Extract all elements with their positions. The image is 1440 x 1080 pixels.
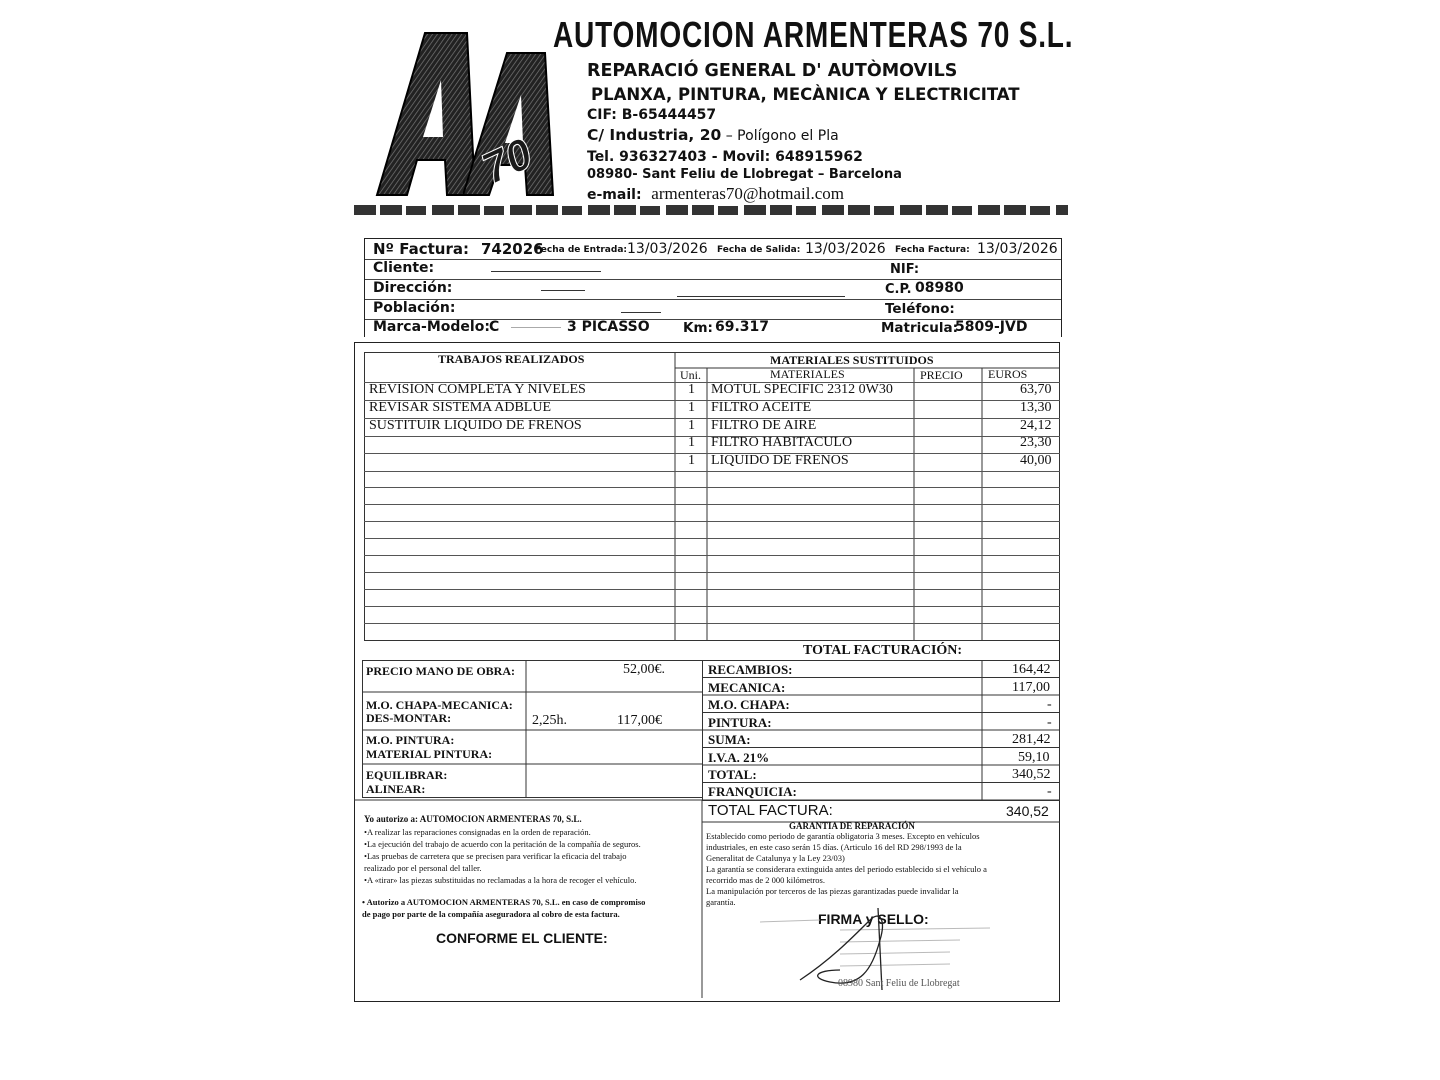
- warranty-text: [706, 831, 987, 908]
- warranty-line: Establecido como periodo de garantía obligatoria 3 meses. Excepto en vehículos: [706, 831, 980, 841]
- poblacion-label: Población:: [373, 300, 456, 316]
- telefono-label: Teléfono:: [885, 301, 955, 317]
- direccion-label: Dirección:: [373, 280, 453, 296]
- address-area: – Polígono el Pla: [721, 128, 839, 144]
- km-value: 69.317: [715, 319, 770, 335]
- work-item: REVISAR SISTEMA ADBLUE: [369, 400, 552, 415]
- mo-pintura-label: M.O. PINTURA:: [366, 733, 455, 747]
- work-item: REVISION COMPLETA Y NIVELES: [369, 382, 586, 397]
- col-uni: Uni.: [680, 368, 701, 382]
- email-address: armenteras70@hotmail.com: [651, 184, 844, 203]
- equilibrar-label: EQUILIBRAR:: [366, 768, 448, 782]
- company-stamp: [760, 900, 1020, 995]
- mo-chapa-hours: 2,25h.: [532, 713, 567, 728]
- material-euros: 24,12: [1020, 418, 1052, 433]
- header-servicios: PLANXA, PINTURA, MECÀNICA Y ELECTRICITAT: [591, 85, 1020, 104]
- total-value: 281,42: [1012, 732, 1051, 747]
- authorization-item: •A «tirar» las piezas substituidas no reclamadas a la hora de recoger el vehículo.: [364, 875, 637, 885]
- conforme-cliente: CONFORME EL CLIENTE:: [436, 930, 608, 946]
- authorization-compromiso: [362, 896, 645, 920]
- total-value: 117,00: [1012, 680, 1050, 695]
- total-label: MECANICA:: [708, 680, 786, 695]
- total-value: 59,10: [1018, 750, 1050, 765]
- authorization-items: [364, 826, 641, 886]
- marca-label: Marca-Modelo:: [373, 319, 490, 335]
- authorization-item: •La ejecución del trabajo de acuerdo con la peritación de la compañía de seguros.: [364, 839, 641, 849]
- alinear-label: ALINEAR:: [366, 782, 426, 796]
- material-name: FILTRO DE AIRE: [711, 418, 817, 433]
- autorizo-line: • Autorizo a AUTOMOCION ARMENTERAS 70, S.L. en caso de compromiso: [362, 897, 646, 907]
- authorization-title: Yo autorizo a: AUTOMOCION ARMENTERAS 70, S.L.: [364, 814, 582, 824]
- header-reparacio: REPARACIÓ GENERAL D' AUTÒMOVILS: [587, 61, 958, 81]
- fecha-salida-label: Fecha de Salida:: [717, 245, 801, 255]
- material-euros: 40,00: [1020, 453, 1052, 468]
- fecha-factura-label: Fecha Factura:: [895, 245, 970, 255]
- mo-chapa-value: 117,00€: [617, 713, 662, 728]
- precio-mano-label: PRECIO MANO DE OBRA:: [366, 664, 515, 678]
- warranty-line: garantía.: [706, 897, 736, 907]
- total-label: M.O. CHAPA:: [708, 697, 790, 712]
- warranty-line: industriales, en este caso serán 15 días. (Articulo 16 del RD 298/1993 de la: [706, 842, 962, 852]
- invoice-number-row: [365, 239, 1061, 260]
- marca-value-tail: 3 PICASSO: [567, 319, 650, 335]
- col-materiales: MATERIALES: [770, 367, 845, 381]
- warranty-title: GARANTIA DE REPARACIÓN: [789, 821, 915, 831]
- total-label: RECAMBIOS:: [708, 662, 793, 677]
- material-uni: 1: [688, 400, 695, 415]
- total-label: I.V.A. 21%: [708, 750, 770, 765]
- precio-mano-value: 52,00€.: [623, 662, 665, 677]
- total-value: -: [1047, 697, 1052, 712]
- cliente-row: [365, 259, 1061, 280]
- material-euros: 63,70: [1020, 382, 1052, 397]
- firma-sello: FIRMA y SELLO:: [818, 911, 929, 927]
- material-uni: 1: [688, 453, 695, 468]
- redacted-poblacion: [621, 312, 661, 313]
- redacted-direccion: [541, 290, 585, 291]
- warranty-line: La garantía se considerara extinguida antes del periodo establecido si el vehículo a: [706, 864, 987, 874]
- header-city: 08980- Sant Feliu de Llobregat – Barcelona: [587, 167, 902, 182]
- col-euros: EUROS: [988, 367, 1028, 381]
- svg-text:70: 70: [474, 128, 540, 194]
- material-uni: 1: [688, 435, 695, 450]
- company-name: AUTOMOCION ARMENTERAS 70 S.L.: [553, 14, 1074, 55]
- material-name: MOTUL SPECIFIC 2312 0W30: [711, 382, 893, 397]
- total-label: PINTURA:: [708, 715, 772, 730]
- total-value: 164,42: [1012, 662, 1051, 677]
- total-factura-value: 340,52: [1006, 803, 1049, 819]
- address-street: C/ Industria, 20: [587, 126, 722, 144]
- cliente-label: Cliente:: [373, 260, 435, 276]
- material-uni: 1: [688, 418, 695, 433]
- material-name: FILTRO HABITACULO: [711, 435, 853, 450]
- material-euros: 23,30: [1020, 435, 1052, 450]
- direccion-row: [365, 279, 1061, 300]
- material-name: FILTRO ACEITE: [711, 400, 812, 415]
- fecha-salida: 13/03/2026: [805, 241, 886, 257]
- redacted-cliente: [491, 271, 601, 272]
- matricula-value: 5809-JVD: [955, 319, 1028, 335]
- works-header: TRABAJOS REALIZADOS: [438, 352, 585, 366]
- stamp-text: 08980 Sant Feliu de Llobregat: [838, 978, 960, 989]
- header-address: [587, 126, 839, 144]
- invoice-info-box: [364, 238, 1062, 337]
- material-name: LIQUIDO DE FRENOS: [711, 453, 849, 468]
- warranty-line: recorrido mas de 2 000 kilómetros.: [706, 875, 825, 885]
- marca-value: C: [489, 319, 500, 335]
- direccion-line: [677, 296, 845, 297]
- cp-value: 08980: [915, 280, 964, 296]
- desmontar-label: DES-MONTAR:: [366, 711, 452, 725]
- fecha-factura: 13/03/2026: [977, 241, 1058, 257]
- header-phones: Tel. 936327403 - Movil: 648915962: [587, 149, 863, 165]
- header-cif: CIF: B-65444457: [587, 107, 717, 123]
- nif-label: NIF:: [890, 262, 920, 277]
- col-precio: PRECIO: [920, 368, 963, 382]
- email-label: e-mail:: [587, 187, 642, 203]
- material-pintura-label: MATERIAL PINTURA:: [366, 747, 493, 761]
- work-item: SUSTITUIR LIQUIDO DE FRENOS: [369, 418, 582, 433]
- authorization-item: realizado por el personal del taller.: [364, 863, 482, 873]
- invoice-number-label: Nº Factura:: [373, 240, 469, 258]
- material-uni: 1: [688, 382, 695, 397]
- fecha-entrada: 13/03/2026: [627, 241, 708, 257]
- fecha-entrada-label: Fecha de Entrada:: [535, 245, 627, 255]
- materials-header: MATERIALES SUSTITUIDOS: [770, 353, 934, 367]
- total-factura-label: TOTAL FACTURA:: [708, 802, 833, 819]
- material-euros: 13,30: [1020, 400, 1052, 415]
- total-label: TOTAL:: [708, 767, 757, 782]
- header-email: [587, 184, 844, 204]
- total-label: FRANQUICIA:: [708, 784, 797, 799]
- mo-chapa-label: M.O. CHAPA-MECANICA:: [366, 698, 513, 712]
- warranty-line: La manipulación por terceros de las piezas garantizadas puede invalidar la: [706, 886, 959, 896]
- warranty-line: Generalitat de Catalunya y la Ley 23/03): [706, 853, 845, 863]
- total-value: -: [1047, 715, 1052, 730]
- header-divider: [352, 203, 1070, 217]
- total-label: SUMA:: [708, 732, 751, 747]
- km-label: Km:: [683, 320, 713, 336]
- cp-label: C.P.: [885, 282, 912, 297]
- authorization-item: •A realizar las reparaciones consignadas en la orden de reparación.: [364, 827, 591, 837]
- total-value: 340,52: [1012, 767, 1051, 782]
- poblacion-row: [365, 299, 1061, 320]
- matricula-label: Matricula:: [881, 320, 959, 336]
- redacted-marca: [511, 327, 561, 328]
- marca-row: [365, 318, 1061, 338]
- authorization-item: •Las pruebas de carretera que se precisen para verificar la eficacia del trabajo: [364, 851, 627, 861]
- invoice-number: 742026: [481, 240, 544, 258]
- total-value: -: [1047, 784, 1052, 799]
- autorizo-line: de pago por parte de la compañía aseguradora al cobro de esta factura.: [362, 909, 620, 919]
- totals-header: TOTAL FACTURACIÓN:: [803, 643, 963, 658]
